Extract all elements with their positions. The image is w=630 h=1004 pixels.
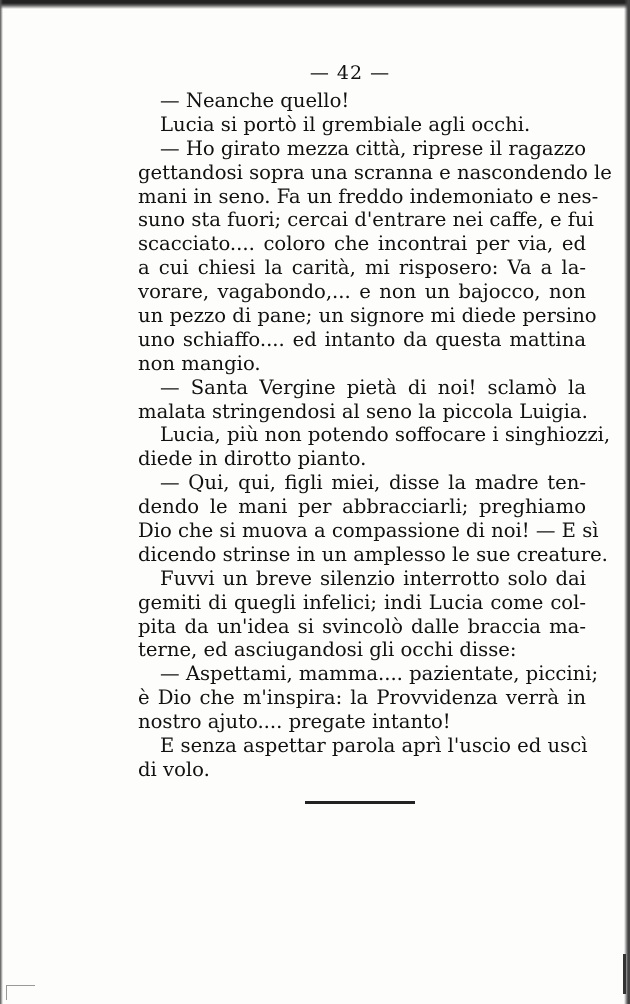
- page-edge-right: [624, 0, 630, 1004]
- page-edge-top: [0, 0, 630, 9]
- text-line: diede in dirotto pianto.: [138, 447, 367, 471]
- text-line: suno sta fuori; cercai d'entrare nei caffe, e fui: [138, 208, 594, 232]
- page-edge-left: [0, 0, 3, 1004]
- text-line: di volo.: [138, 757, 210, 781]
- end-rule: [305, 801, 415, 804]
- text-line: pita da un'idea si svincolò dalle braccia ma-: [138, 614, 586, 638]
- text-line: è Dio che m'inspira: la Provvidenza verrà in: [138, 686, 586, 710]
- page-number: — 42 —: [309, 62, 391, 84]
- text-line: dendo le mani per abbracciarli; preghiamo: [138, 495, 586, 519]
- text-line: scacciato.... coloro che incontrai per via, ed: [138, 232, 586, 256]
- text-line: mani in seno. Fa un freddo indemoniato e nes-: [138, 184, 599, 208]
- text-line: nostro ajuto.... pregate intanto!: [138, 710, 451, 734]
- text-line: a cui chiesi la carità, mi risposero: Va a la-: [138, 256, 586, 280]
- text-line: gemiti di quegli infelici; indi Lucia come col-: [138, 590, 586, 614]
- text-line: vorare, vagabondo,... e non un bajocco, non: [138, 280, 586, 304]
- text-line: dicendo strinse in un amplesso le sue creature.: [138, 542, 608, 566]
- text-line: — Ho girato mezza città, riprese il ragazzo: [160, 136, 587, 160]
- text-line: terne, ed asciugandosi gli occhi disse:: [138, 638, 517, 662]
- text-line: — Aspettami, mamma.... pazientate, piccini;: [160, 662, 599, 686]
- text-line: — Neanche quello!: [160, 89, 350, 112]
- text-line: gettandosi sopra una scranna e nascondendo le: [138, 160, 612, 184]
- text-line: Lucia si portò il grembiale agli occhi.: [160, 112, 531, 136]
- text-line: Dio che si muova a compassione di noi! — E sì: [138, 519, 599, 543]
- text-line: un pezzo di pane; un signore mi diede persino: [138, 304, 597, 328]
- text-line: uno schiaffo.... ed intanto da questa mattina: [138, 327, 586, 351]
- binding-mark: [623, 954, 626, 994]
- text-line: non mangio.: [138, 351, 261, 375]
- text-line: — Santa Vergine pietà di noi! sclamò la: [160, 375, 586, 399]
- text-line: — Qui, qui, figli miei, disse la madre ten-: [160, 471, 586, 495]
- text-line: malata stringendosi al seno la piccola Luigia.: [138, 399, 588, 423]
- body-text: [138, 89, 612, 782]
- text-line: E senza aspettar parola aprì l'uscio ed uscì: [160, 734, 588, 758]
- corner-mark: [6, 985, 35, 1000]
- text-line: Fuvvi un breve silenzio interrotto solo dai: [160, 566, 586, 590]
- text-line: Lucia, più non potendo soffocare i singhiozzi,: [160, 423, 611, 447]
